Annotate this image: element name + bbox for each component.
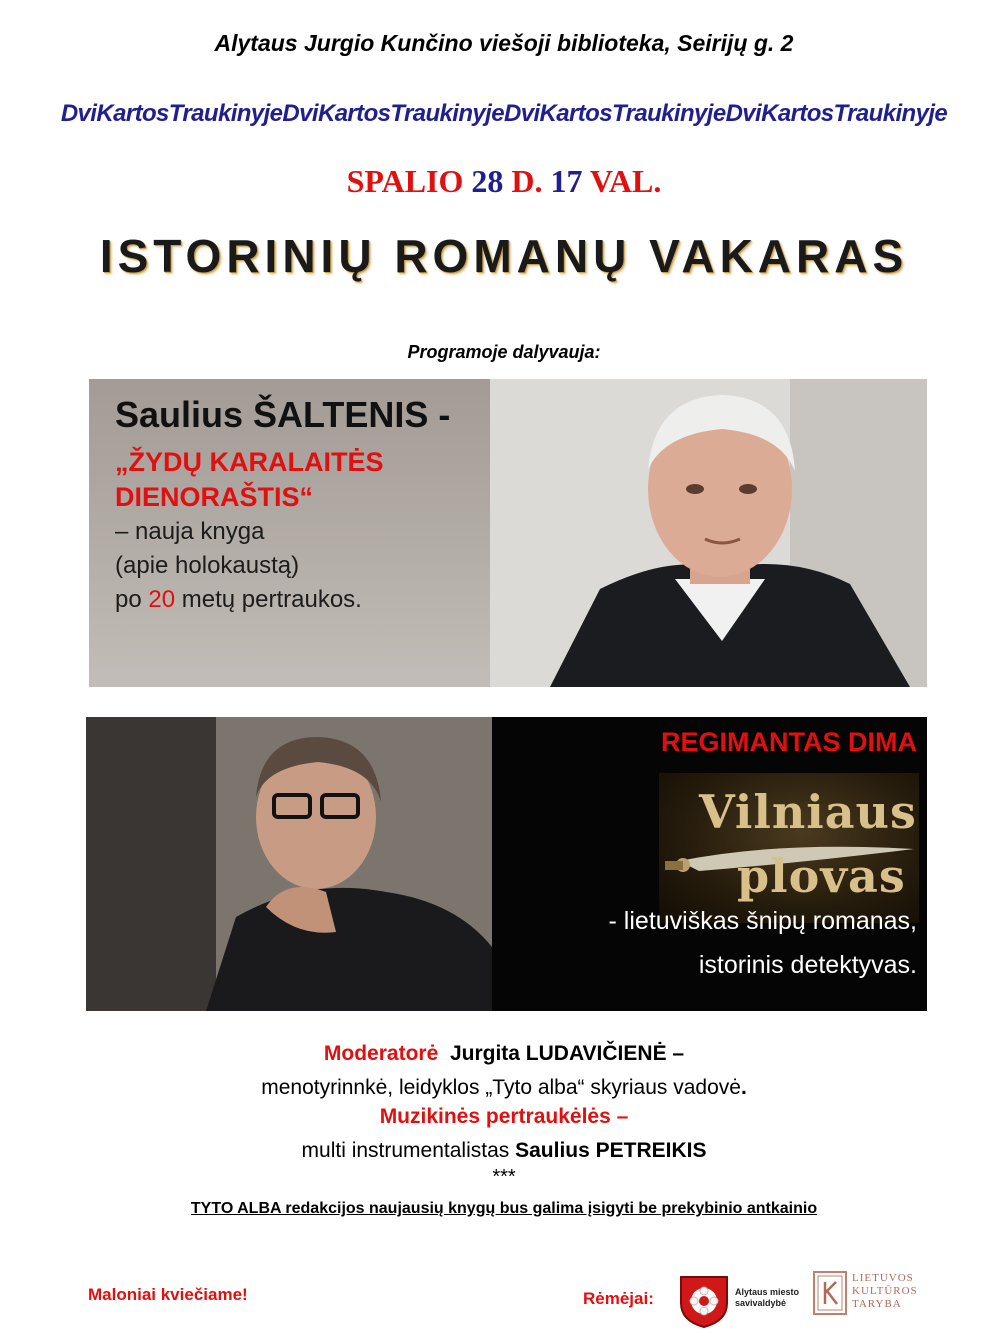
moderator-name: Jurgita LUDAVIČIENĖ – [449,1042,685,1065]
moderator-description [0,1076,1008,1100]
author-photo-dima [86,717,492,1011]
moderator-line [0,1042,1008,1066]
book-description-line [115,583,490,617]
moderator-role: Moderatorė [323,1042,439,1065]
city-coat-of-arms-icon [677,1273,731,1329]
participant-name: REGIMANTAS DIMA [661,727,917,757]
book-title-line: DIENORAŠTIS“ [115,482,314,512]
book-description-line: istorinis detektyvas. [698,951,917,979]
sponsor-name: LIETUVOS KULTŪROS TARYBA [852,1272,918,1310]
date-day: 28 [471,163,504,199]
letter-k-logo-icon [812,1270,848,1316]
music-role: Muzikinės pertraukėlės – [379,1105,629,1128]
participant-name: Saulius ŠALTENIS - [115,394,451,435]
footer-note: TYTO ALBA redakcijos naujausių knygų bus galima įsigyti be prekybinio antkainio [190,1200,818,1217]
event-title: ISTORINIŲ ROMANŲ VAKARAS [99,230,909,282]
musician-name: Saulius PETREIKIS [515,1139,707,1162]
music-line [0,1139,1008,1163]
book-title-line: „ŽYDŲ KARALAITĖS [115,447,384,477]
participant-text-panel [89,379,490,687]
event-datetime [0,163,1008,200]
book-description-line: – nauja knyga [115,518,265,545]
time-hour: 17 [550,163,583,199]
program-label: Programoje dalyvauja: [407,342,601,362]
moderator-desc-end: . [740,1076,747,1099]
desc-number: 20 [148,586,176,613]
time-suffix: VAL. [582,163,662,199]
book-logo-line: plovas [737,849,906,903]
sponsor-name: Alytaus miesto savivaldybė [735,1287,800,1308]
sponsor-culture-council [812,1270,932,1320]
music-desc: multi instrumentalistas [301,1139,516,1162]
separator-stars: *** [492,1166,516,1188]
moderator-desc: menotyrinnkė, leidyklos „Tyto alba“ skyriaus vadovė [261,1076,741,1099]
sponsors-label: Rėmėjai: [583,1289,654,1308]
desc-prefix: po [115,586,149,613]
desc-suffix: metų pertraukos. [175,586,362,613]
book-cover-logo [659,773,919,923]
participant-card-dima [86,717,927,1011]
book-logo-line: Vilniaus [699,785,917,839]
portrait-figure [86,717,492,1011]
book-description-line: (apie holokaustą) [115,552,300,579]
venue-line: Alytaus Jurgio Kunčino viešoji biblioteka, Seirijų g. 2 [214,30,794,56]
author-photo-saltenis [490,379,927,687]
portrait-figure [490,379,927,687]
date-month: SPALIO [346,163,472,199]
book-title [115,445,490,515]
hashtag-line: DviKartosTraukinyjeDviKartosTraukinyjeDviKartosTraukinyjeDviKartosTraukinyje [60,100,948,127]
book-description-line: - lietuviškas šnipų romanas, [608,907,917,935]
invite-text: Maloniai kviečiame! [88,1285,248,1304]
participant-card-saltenis [89,379,927,687]
sponsor-alytus-municipality [677,1273,807,1329]
date-day-suffix: D. [503,163,551,199]
